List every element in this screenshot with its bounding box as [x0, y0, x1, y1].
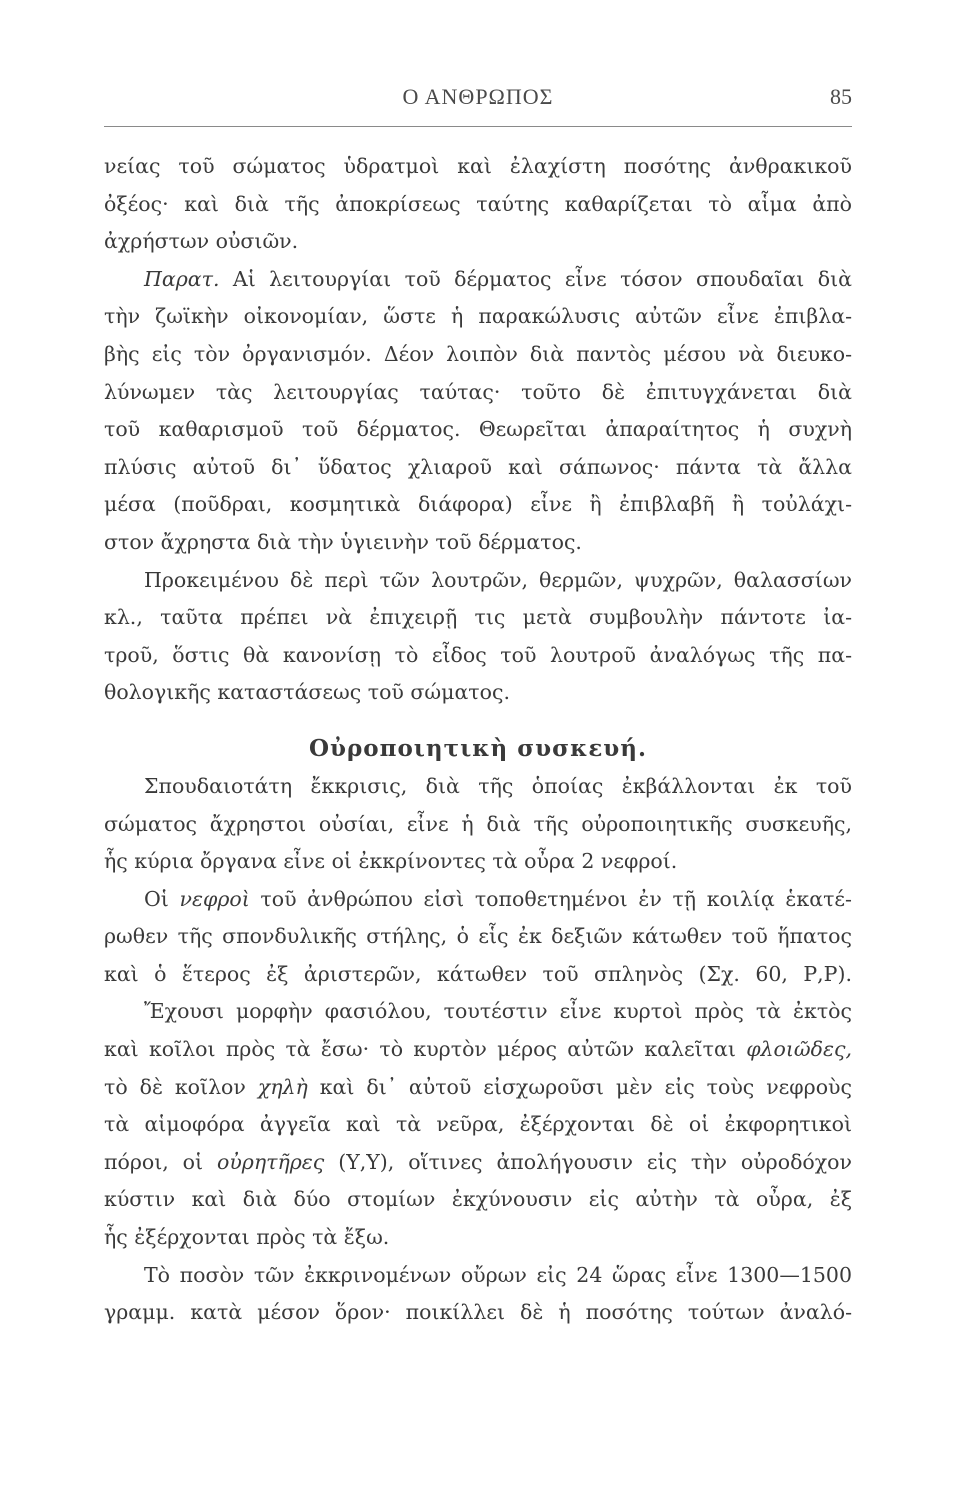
text-line: κύστιν καὶ διὰ δύο στομίων ἐκχύνουσιν εἰς αὐτὴν τὰ οὖρα, ἐξ: [104, 1187, 852, 1212]
term-phloiodes: φλοιῶδες,: [746, 1037, 852, 1062]
running-head: [104, 84, 852, 114]
text-line: μέσα (ποῦδραι, κοσμητικὰ διάφορα) εἶνε ἢ ἐπιβλαβῆ ἢ τοὐλάχι-: [104, 492, 852, 517]
text-line: ἧς κύρια ὄργανα εἶνε οἱ ἐκκρίνοντες τὰ οὖρα 2 νεφροί.: [104, 849, 678, 874]
text-span: (Υ,Υ), οἵτινες ἀπολήγουσιν εἰς τὴν οὐροδόχον: [338, 1149, 852, 1174]
text-line: λύνωμεν τὰς λειτουργίας ταύτας· τοῦτο δὲ ἐπιτυγχάνεται διὰ: [104, 379, 852, 404]
text-span: καὶ δι᾽ αὐτοῦ εἰσχωροῦσι μὲν εἰς τοὺς νεφροὺς: [319, 1074, 852, 1099]
parat-line: [104, 261, 852, 299]
text-line: στον ἄχρηστα διὰ τὴν ὑγιεινὴν τοῦ δέρματος.: [104, 529, 582, 554]
text-line: τὴν ζωϊκὴν οἰκονομίαν, ὥστε ἡ παρακώλυσις αὐτῶν εἶνε ἐπιβλα-: [104, 304, 852, 329]
term-oureteres: οὐρητῆρες: [216, 1149, 325, 1174]
page-number: 85: [830, 84, 852, 109]
text-line: Τὸ ποσὸν τῶν ἐκκρινομένων οὔρων εἰς 24 ὥρας εἶνε 1300—1500: [144, 1262, 852, 1287]
parat-label: Παρατ.: [144, 266, 220, 291]
text-line: βὴς εἰς τὸν ὀργανισμόν. Δέον λοιπὸν διὰ παντὸς μέσου νὰ διευκο-: [104, 341, 852, 366]
text-line: ὀξέος· καὶ διὰ τῆς ἀποκρίσεως ταύτης καθαρίζεται τὸ αἷμα ἀπὸ: [104, 191, 852, 216]
text-span: καὶ κοῖλοι πρὸς τὰ ἔσω· τὸ κυρτὸν μέρος αὐτῶν καλεῖται: [104, 1037, 736, 1062]
term-chele: χηλὴ: [257, 1074, 308, 1099]
header-rule: [104, 126, 852, 127]
text-line: νείας τοῦ σώματος ὑδρατμοὶ καὶ ἐλαχίστη ποσότης ἀνθρακικοῦ: [104, 154, 852, 178]
text-line: ρωθεν τῆς σπονδυλικῆς στήλης, ὁ εἷς ἐκ δεξιῶν κάτωθεν τοῦ ἥπατος: [104, 924, 852, 949]
nephroi-line: [104, 881, 852, 919]
text-line: ἀχρήστων οὐσιῶν.: [104, 229, 299, 254]
text-line: κλ., ταῦτα πρέπει νὰ ἐπιχειρῇ τις μετὰ συμβουλὴν πάντοτε ἰα-: [104, 605, 852, 630]
text-line: τοῦ καθαρισμοῦ τοῦ δέρματος. Θεωρεῖται ἀπαραίτητος ἡ συχνὴ: [104, 417, 852, 442]
text-span: τοῦ ἀνθρώπου εἰσὶ τοποθετημένοι ἐν τῇ κοιλίᾳ ἑκατέ-: [260, 886, 852, 911]
text-line: ἧς ἐξέρχονται πρὸς τὰ ἔξω.: [104, 1225, 390, 1250]
text-span: Οἱ: [144, 886, 169, 911]
text-line: τροῦ, ὅστις θὰ κανονίσῃ τὸ εἶδος τοῦ λουτροῦ ἀναλόγως τῆς πα-: [104, 642, 852, 667]
chele-line: [104, 1069, 852, 1107]
text-line: σώματος ἄχρηστοι οὐσίαι, εἶνε ἡ διὰ τῆς οὐροποιητικῆς συσκευῆς,: [104, 811, 852, 836]
text-line: θολογικῆς καταστάσεως τοῦ σώματος.: [104, 680, 510, 705]
text-span: πόροι, οἱ: [104, 1149, 204, 1174]
section-heading: Οὐροποιητικὴ συσκευή.: [308, 734, 647, 762]
text-line: Σπουδαιοτάτη ἔκκρισις, διὰ τῆς ὁποίας ἐκβάλλονται ἐκ τοῦ: [144, 773, 852, 798]
text-line: γραμμ. κατὰ μέσον ὅρον· ποικίλλει δὲ ἡ ποσότης τούτων ἀναλό-: [104, 1300, 852, 1325]
text-line: Προκειμένου δὲ περὶ τῶν λουτρῶν, θερμῶν, ψυχρῶν, θαλασσίων: [144, 567, 852, 592]
text-line: τὰ αἱμοφόρα ἀγγεῖα καὶ τὰ νεῦρα, ἐξέρχονται δὲ οἱ ἐκφορητικοὶ: [104, 1112, 852, 1137]
oureteres-line: [104, 1144, 852, 1182]
text-line: καὶ ὁ ἕτερος ἐξ ἀριστερῶν, κάτωθεν τοῦ σπληνὸς (Σχ. 60, Ρ,Ρ).: [104, 961, 852, 986]
text-line: πλύσις αὐτοῦ δι᾽ ὕδατος χλιαροῦ καὶ σάπωνος· πάντα τὰ ἄλλα: [104, 454, 852, 479]
term-nephroi: νεφροὶ: [179, 886, 250, 911]
running-title: Ο ΑΝΘΡΩΠΟΣ: [402, 84, 554, 109]
text-line: Ἔχουσι μορφὴν φασιόλου, τουτέστιν εἶνε κυρτοὶ πρὸς τὰ ἐκτὸς: [144, 999, 852, 1024]
body-text: [104, 148, 852, 1332]
text-span: Αἱ λειτουργίαι τοῦ δέρματος εἶνε τόσον σπουδαῖαι διὰ: [232, 266, 852, 291]
phloiodes-line: [104, 1031, 852, 1069]
text-span: τὸ δὲ κοῖλον: [104, 1074, 246, 1099]
